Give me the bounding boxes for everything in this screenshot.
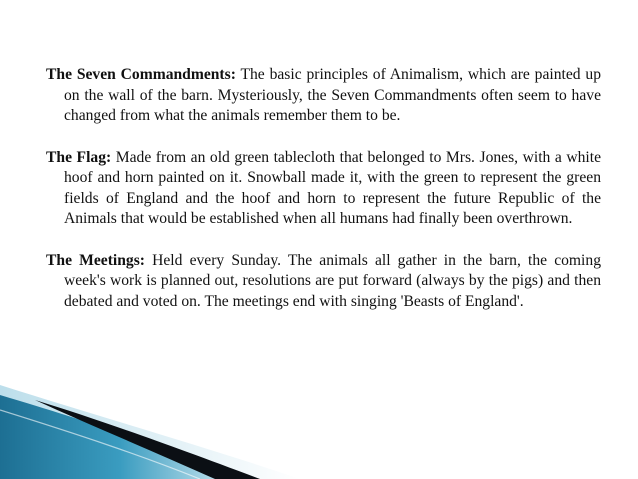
- slide-content: [46, 65, 601, 333]
- paragraph-meetings: [46, 251, 601, 313]
- term-meetings: The Meetings:: [46, 251, 145, 269]
- description-flag: Made from an old green tablecloth that belonged to Mrs. Jones, with a white hoof and horn painted on it. Snowball made it, with the green to represent the green fields of England and the hoof and horn to represent the future Republic of the Animals that would be established when all humans had finally been overthrown.: [64, 148, 601, 227]
- paragraph-flag: [46, 148, 601, 230]
- wave-accent-line: [0, 410, 200, 479]
- wave-dark-swoosh: [35, 400, 260, 479]
- description-meetings: Held every Sunday. The animals all gather in the barn, the coming week's work is planned out, resolutions are put forward (always by the pigs) and then debated and voted on. The meetings end with singing 'Beasts of England'.: [64, 251, 601, 310]
- paragraph-seven-commandments: [46, 65, 601, 127]
- wave-light-band: [0, 385, 300, 479]
- term-seven-commandments: The Seven Commandments:: [46, 66, 236, 83]
- description-seven-commandments: The basic principles of Animalism, which are painted up on the wall of the barn. Mysteriously, the Seven Commandments often seem to have changed from what the animals remember them to be.: [64, 66, 602, 124]
- wave-blue-band: [0, 395, 240, 479]
- term-flag: The Flag:: [46, 148, 112, 166]
